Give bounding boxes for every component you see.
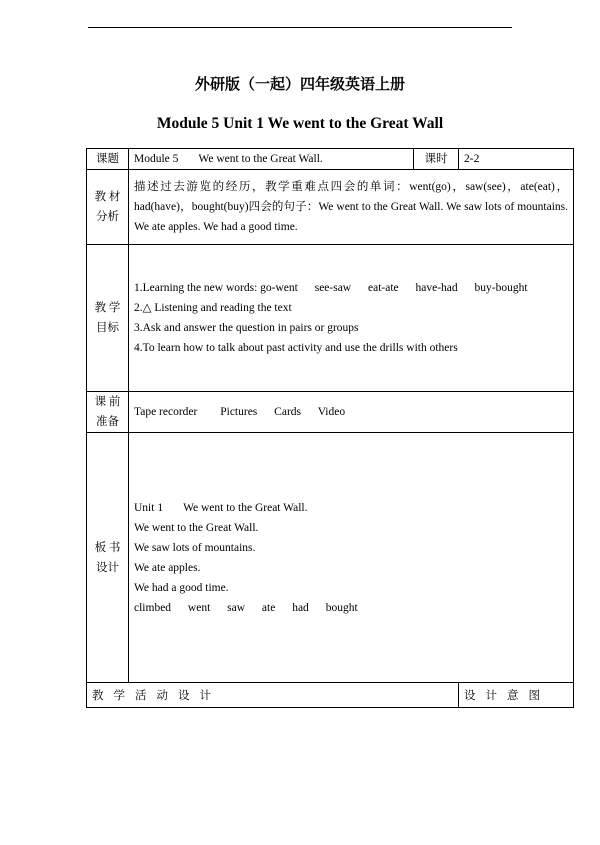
board-verb: saw xyxy=(227,601,246,614)
document-title-zh: 外研版（一起）四年级英语上册 xyxy=(194,77,405,93)
prep-item: Tape recorder xyxy=(134,406,198,418)
goal-item: 3.Ask and answer the question in pairs or groups xyxy=(134,322,359,334)
goal-word: see-saw xyxy=(314,282,352,294)
analysis-label-line1: 教 材 xyxy=(94,191,121,203)
board-label-line2: 设计 xyxy=(96,561,119,574)
goal-word: buy-bought xyxy=(474,282,528,294)
board-verb: climbed xyxy=(134,601,172,614)
footer-row xyxy=(87,683,574,708)
prep-item: Pictures xyxy=(220,406,258,418)
board-verb: ate xyxy=(261,601,276,614)
analysis-label xyxy=(87,170,129,245)
goals-label-line2: 目标 xyxy=(96,322,119,334)
board-verbs xyxy=(134,598,568,618)
preparation-label xyxy=(87,392,129,433)
header-rule xyxy=(88,27,512,28)
period-value: 2-2 xyxy=(459,149,574,170)
board-line: We saw lots of mountains. xyxy=(134,541,256,554)
goal-item xyxy=(134,278,568,298)
board-heading-title: We went to the Great Wall. xyxy=(183,501,308,514)
board-label xyxy=(87,433,129,683)
board-verb: went xyxy=(187,601,211,614)
goal-word: have-had xyxy=(415,282,458,294)
board-line: We went to the Great Wall. xyxy=(134,521,259,534)
board-heading xyxy=(134,498,568,518)
goals-label xyxy=(87,245,129,392)
period-label: 课时 xyxy=(414,149,459,170)
design-intent-header: 设计意图 xyxy=(459,683,574,708)
preparation-label-line2: 准备 xyxy=(96,416,119,428)
goals-label-line1: 教 学 xyxy=(94,302,121,314)
topic-cell xyxy=(129,149,414,170)
prep-item: Cards xyxy=(274,406,302,418)
board-line: We ate apples. xyxy=(134,561,201,574)
document-title-en: Module 5 Unit 1 We went to the Great Wall xyxy=(156,115,444,132)
board-verb: had xyxy=(292,601,309,614)
prep-item: Video xyxy=(317,406,346,418)
preparation-items xyxy=(129,392,574,433)
goal-1-prefix: 1.Learning the new words: xyxy=(134,282,258,294)
board-heading-unit: Unit 1 xyxy=(134,501,164,514)
board-design-row xyxy=(87,433,574,683)
preparation-label-line1: 课 前 xyxy=(94,396,121,408)
activity-design-header: 教学活动设计 xyxy=(87,683,459,708)
board-line: We had a good time. xyxy=(134,581,229,594)
topic-lesson: We went to the Great Wall. xyxy=(198,153,323,165)
lesson-plan-table xyxy=(86,148,574,708)
goals-row xyxy=(87,245,574,392)
topic-label: 课题 xyxy=(87,149,129,170)
analysis-text: 描述过去游览的经历，教学重难点四会的单词：went(go)，saw(see)，ate(eat)，had(have)，bought(buy)四会的句子：We went to the Great Wall. We saw lots of mountains. We ate apples. We had a good time. xyxy=(129,170,574,245)
board-verb: bought xyxy=(325,601,358,614)
board-label-line1: 板 书 xyxy=(94,541,121,554)
analysis-row xyxy=(87,170,574,245)
goal-item: 2.△ Listening and reading the text xyxy=(134,302,292,314)
topic-row xyxy=(87,149,574,170)
board-content xyxy=(129,433,574,683)
analysis-label-line2: 分析 xyxy=(96,211,119,223)
preparation-row xyxy=(87,392,574,433)
goals-list xyxy=(129,245,574,392)
goal-word: go-went xyxy=(260,282,298,294)
goal-word: eat-ate xyxy=(368,282,399,294)
topic-module: Module 5 xyxy=(134,153,179,165)
goal-item: 4.To learn how to talk about past activity and use the drills with others xyxy=(134,342,458,354)
